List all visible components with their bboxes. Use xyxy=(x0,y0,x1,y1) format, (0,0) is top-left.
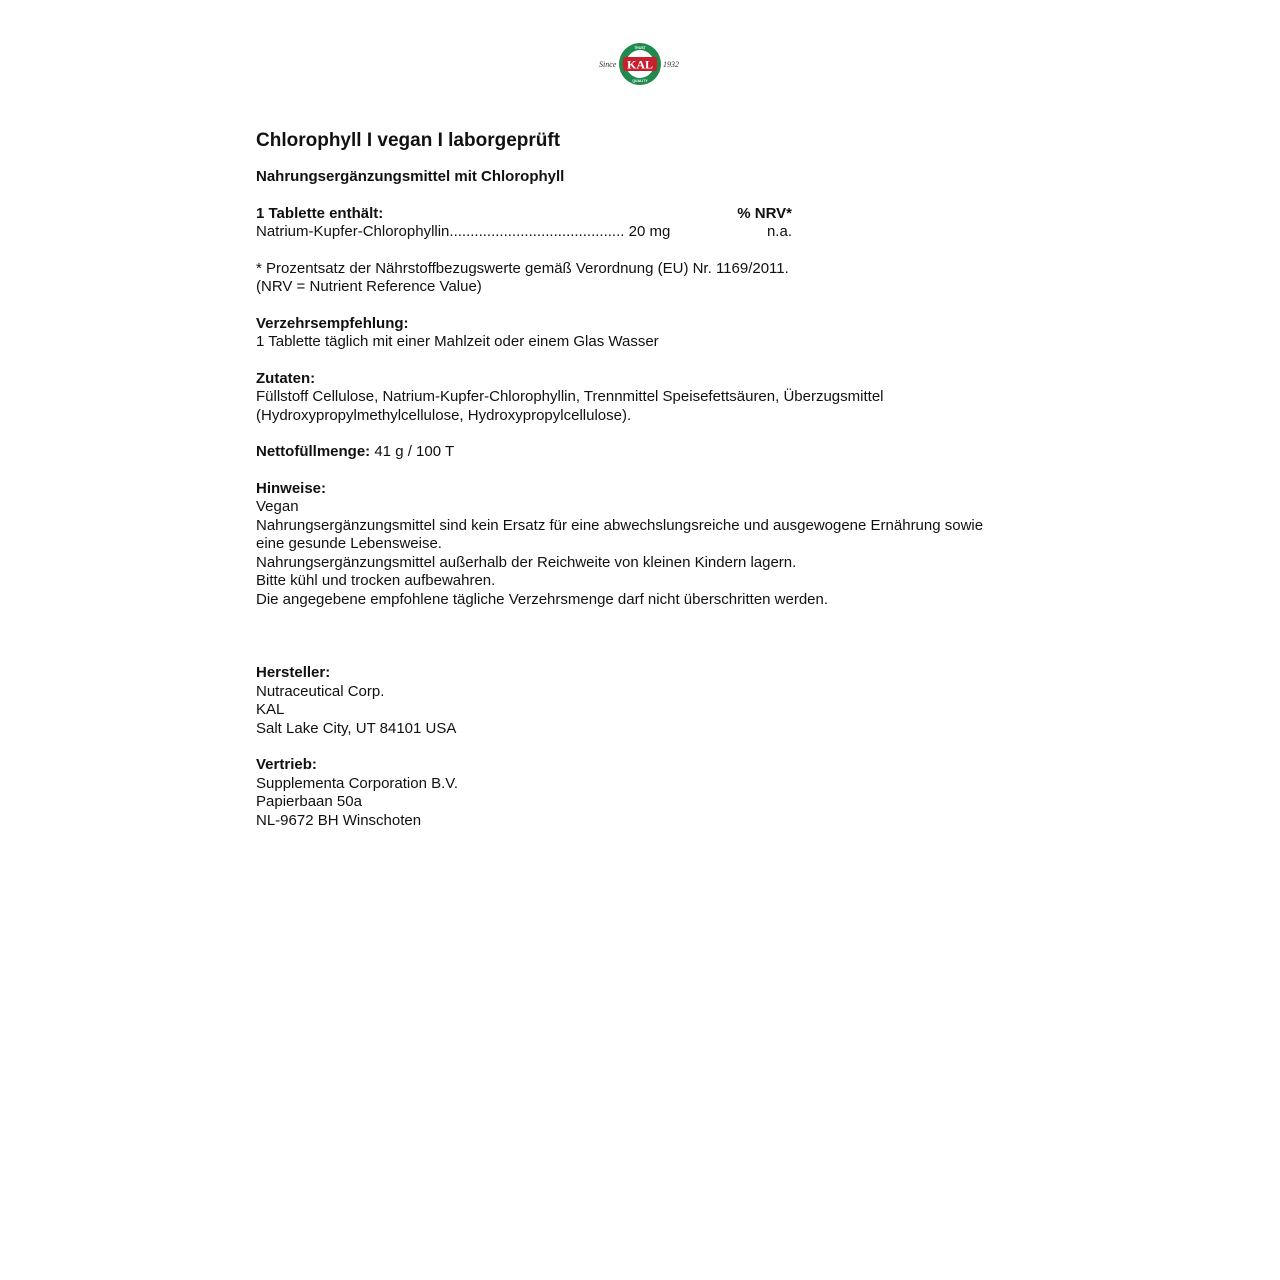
usage-text: 1 Tablette täglich mit einer Mahlzeit oder einem Glas Wasser xyxy=(256,333,659,350)
usage-heading: Verzehrsempfehlung: xyxy=(256,314,409,332)
distribution-line: NL-9672 BH Winschoten xyxy=(256,811,422,829)
notes-line: Nahrungsergänzungsmittel außerhalb der Reichweite von kleinen Kindern lagern. xyxy=(256,553,797,571)
notes-line: Vegan xyxy=(256,498,299,515)
manufacturer-heading: Hersteller: xyxy=(256,664,331,681)
logo-ring-bottom-text: QUALITY xyxy=(632,79,648,83)
net-quantity-value: 41 g / 100 T xyxy=(370,443,455,460)
manufacturer-line: Nutraceutical Corp. xyxy=(256,682,385,700)
distribution-line: Papierbaan 50a xyxy=(256,793,362,810)
table-row-ingredient: Natrium-Kupfer-Chlorophyllin.......................................... 20 mg xyxy=(256,223,671,240)
table-header-content: 1 Tablette enthält: xyxy=(256,204,384,222)
ingredients-heading: Zutaten: xyxy=(256,369,316,387)
notes-line: Die angegebene empfohlene tägliche Verzehrsmenge darf nicht überschritten werden. xyxy=(256,590,829,608)
product-info-document xyxy=(256,128,1036,830)
page-subtitle: Nahrungsergänzungsmittel mit Chlorophyll xyxy=(256,168,565,185)
notes-line: Bitte kühl und trocken aufbewahren. xyxy=(256,572,496,589)
logo-year-text: 1932 xyxy=(663,60,679,69)
footnote-line: * Prozentsatz der Nährstoffbezugswerte gemäß Verordnung (EU) Nr. 1169/2011. xyxy=(256,259,789,277)
notes-line: Nahrungsergänzungsmittel sind kein Ersatz für eine abwechslungsreiche und ausgewogene Ernährung sowie xyxy=(256,516,984,534)
table-header-nrv: % NRV* xyxy=(737,204,792,222)
kal-logo xyxy=(596,40,684,88)
distribution-line: Supplementa Corporation B.V. xyxy=(256,774,459,792)
footnote-line: (NRV = Nutrient Reference Value) xyxy=(256,278,482,295)
page-title: Chlorophyll I vegan I laborgeprüft xyxy=(256,130,561,151)
notes-line: eine gesunde Lebensweise. xyxy=(256,535,442,552)
ingredients-line: Füllstoff Cellulose, Natrium-Kupfer-Chlorophyllin, Trennmittel Speisefettsäuren, Überzugsmittel xyxy=(256,388,884,405)
manufacturer-line: Salt Lake City, UT 84101 USA xyxy=(256,719,457,737)
nutrition-table-header xyxy=(256,205,792,224)
logo-ring-top-text: TRUST xyxy=(634,46,646,50)
ingredients-line: (Hydroxypropylmethylcellulose, Hydroxypropylcellulose). xyxy=(256,406,632,424)
net-quantity xyxy=(256,443,1036,462)
manufacturer-line: KAL xyxy=(256,701,285,718)
table-row-nrv: n.a. xyxy=(766,223,792,240)
logo-brand-text: KAL xyxy=(626,57,654,72)
nutrition-table-row xyxy=(256,223,792,242)
notes-heading: Hinweise: xyxy=(256,479,327,497)
logo-since-text: Since xyxy=(599,60,617,69)
distribution-heading: Vertrieb: xyxy=(256,756,317,773)
net-quantity-label: Nettofüllmenge: xyxy=(256,443,371,460)
